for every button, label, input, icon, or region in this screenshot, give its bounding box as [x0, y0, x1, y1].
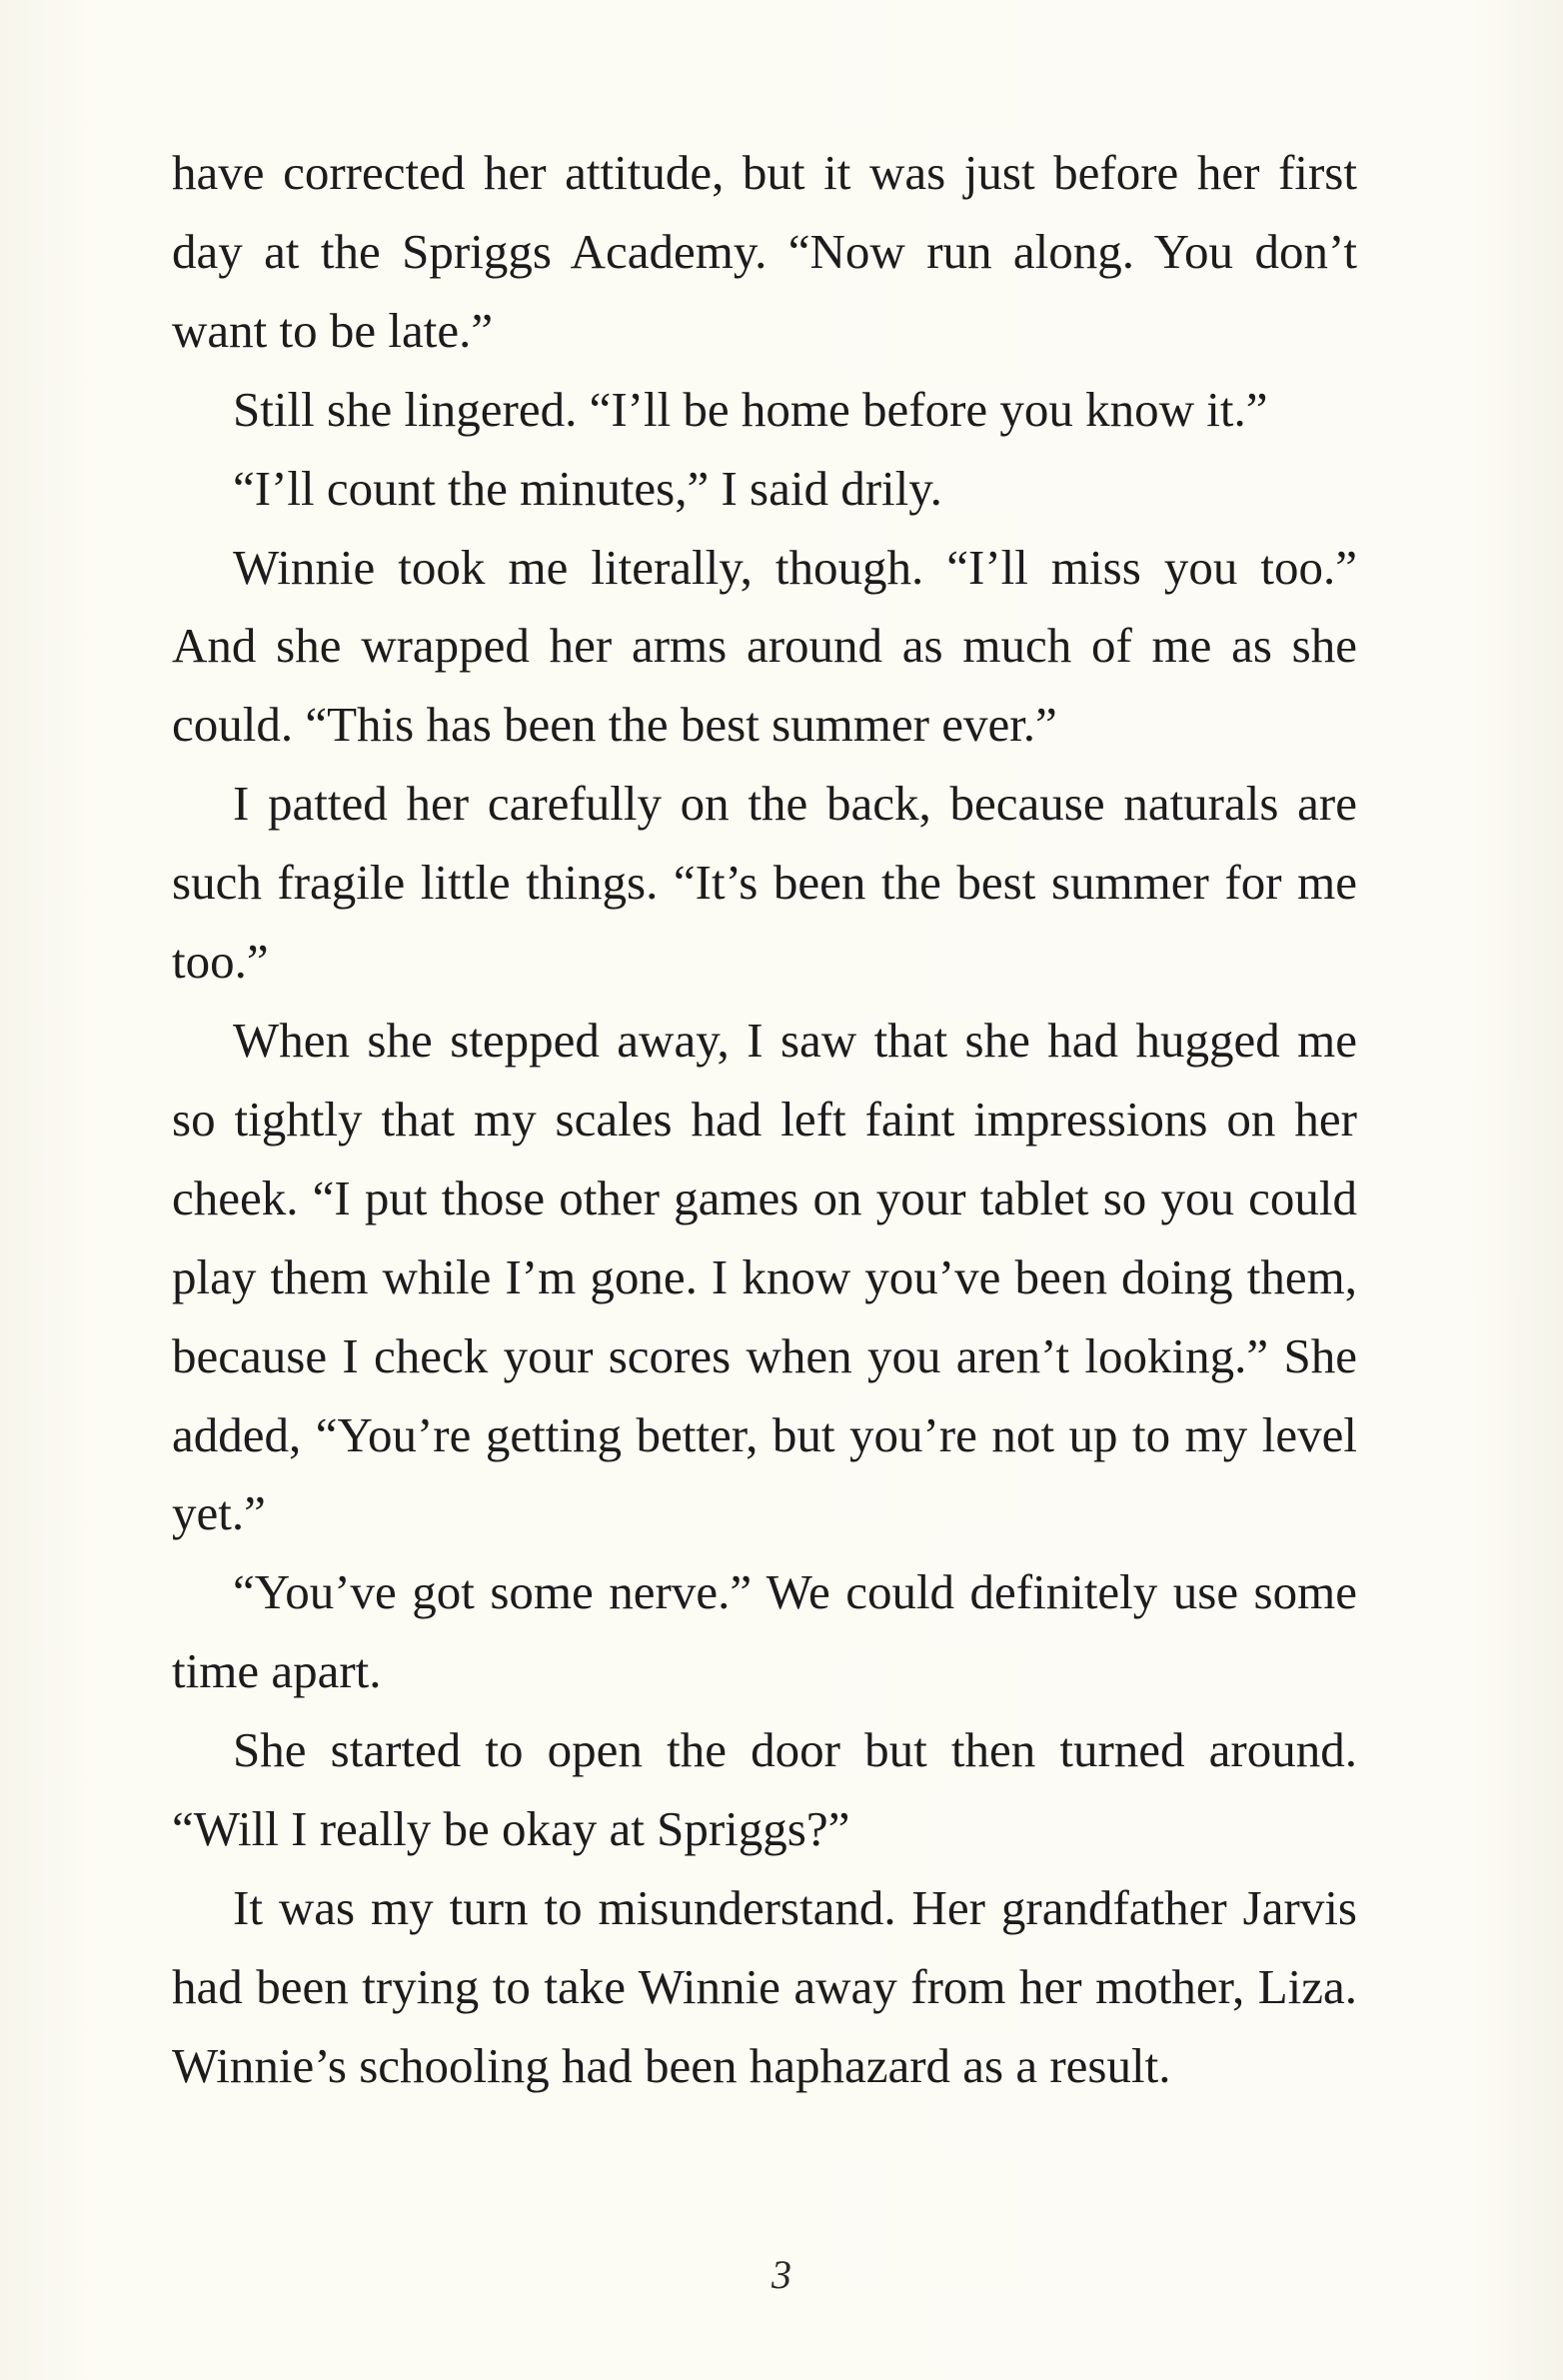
page-number: 3 — [772, 2252, 791, 2297]
paragraph: “I’ll count the minutes,” I said drily. — [233, 460, 942, 516]
paragraph: It was my turn to misunderstand. Her grandfather Jarvis had been trying to take Winnie away from her mother, Liza. Winnie’s schooling had been haphazard as a result. — [172, 1879, 1357, 2093]
paragraph: I patted her carefully on the back, because naturals are such fragile little things. “It’s been the best summer for me too.” — [172, 776, 1357, 990]
body-text — [172, 134, 1357, 2106]
paragraph: have corrected her attitude, but it was just before her first day at the Spriggs Academy. “Now run along. You don’t want to be late.” — [172, 145, 1357, 358]
paragraph: She started to open the door but then turned around. “Will I really be okay at Spriggs?” — [172, 1722, 1357, 1857]
paragraph: “You’ve got some nerve.” We could definitely use some time apart. — [172, 1564, 1357, 1699]
paragraph: When she stepped away, I saw that she had hugged me so tightly that my scales had left faint impressions on her cheek. “I put those other games on your tablet so you could play them while I’m gone. I know you’ve been doing them, because I check your scores when you aren’t looking.” She added, “You’re getting better, but you’re not up to my level yet.” — [172, 1012, 1357, 1541]
paragraph: Still she lingered. “I’ll be home before you know it.” — [233, 381, 1268, 437]
paragraph: Winnie took me literally, though. “I’ll miss you too.” And she wrapped her arms around as much of me as she could. “This has been the best summer ever.” — [172, 539, 1357, 753]
